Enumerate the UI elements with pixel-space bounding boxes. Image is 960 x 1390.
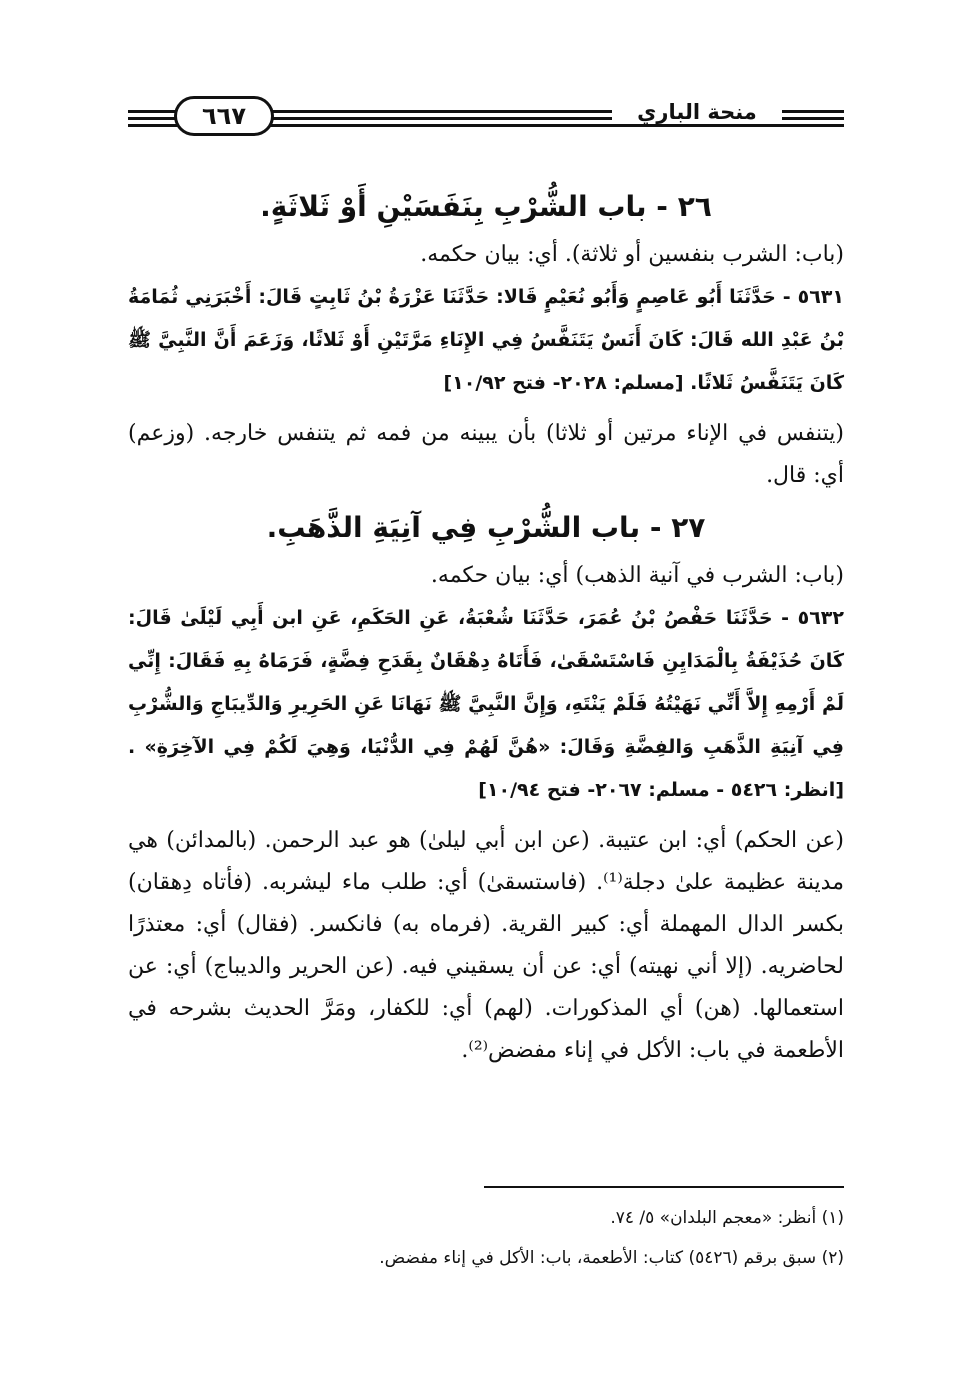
footnote-separator bbox=[484, 1186, 844, 1188]
commentary-paragraph: (عن الحكم) أي: ابن عتيبة. (عن ابن أبي ليلىٰ) هو عبد الرحمن. (بالمدائن) هي مدينة عظيمة علىٰ دجلة⁽¹⁾. (فاستسقىٰ) أي: طلب ماء ليشربه. (فأتاه دِهقان) بكسر الدال المهملة أي: كبير القرية. (فرماه به) فانكسر. (فقال) أي: معتذرًا لحاضريه. (إلا أني نهيته) أي: عن أن يسقيني فيه. (عن الحرير والديباج) أي: عن استعمالها. (هن) أي المذكورات. (لهم) أي: للكفار، ومَرَّ الحديث بشرحه في الأطعمة في باب: الأكل في إناء مفضض⁽²⁾. bbox=[128, 828, 844, 1063]
chapter-heading: ٢٦ - باب الشُّرْبِ بِنَفَسَيْنِ أَوْ ثَلاثَةٍ. bbox=[260, 190, 712, 223]
chapter-intro: (باب: الشرب بنفسين أو ثلاثة). أي: بيان حكمه. bbox=[420, 242, 844, 267]
footnote: (١) أنظر: «معجم البلدان» ٥/ ٧٤. bbox=[610, 1208, 844, 1228]
footnotes bbox=[128, 1198, 844, 1278]
commentary-paragraph: (يتنفس في الإناء مرتين أو ثلاثا) بأن يبينه من فمه ثم يتنفس خارجه. (وزعم) أي: قال. bbox=[128, 421, 844, 488]
chapter-heading: ٢٧ - باب الشُّرْبِ فِي آنِيَةِ الذَّهَبِ. bbox=[266, 511, 706, 544]
running-header bbox=[128, 94, 844, 140]
hadith-text: ٥٦٣٢ - حَدَّثَنَا حَفْصُ بْنُ عُمَرَ، حَدَّثَنَا شُعْبَةُ، عَنِ الحَكَمِ، عَنِ ابن أَبِي لَيْلَىٰ قَالَ: كَانَ حُذَيْفَةُ بِالْمَدَايِنِ فَاسْتَسْقَىٰ، فَأَتَاهُ دِهْقَانٌ بِقَدَحِ فِضَّةٍ، فَرَمَاهُ بِهِ فَقَالَ: إِنِّي لَمْ أَرْمِهِ إِلاَّ أَنِّي نَهَيْتُهُ فَلَمْ يَنْتَهِ، وَإِنَّ النَّبِيَّ ﷺ نَهَانَا عَنِ الحَرِيرِ وَالدِّيبَاجِ وَالشُّرْبِ فِي آنِيَةِ الذَّهَبِ وَالفِضَّةِ وَقَالَ: «هُنَّ لَهُمْ فِي الدُّنْيَا، وَهِيَ لَكُمْ فِي الآخِرَةِ» .[انظر: ٥٤٢٦ - مسلم: ٢٠٦٧- فتح ١٠/٩٤] bbox=[128, 607, 844, 801]
page-number: ٦٦٧ bbox=[174, 96, 274, 136]
main-text bbox=[128, 178, 844, 1072]
chapter-intro: (باب: الشرب في آنية الذهب) أي: بيان حكمه. bbox=[430, 563, 844, 588]
running-title: منحة الباري bbox=[612, 100, 782, 124]
hadith-text: ٥٦٣١ - حَدَّثَنَا أَبُو عَاصِمٍ وَأَبُو نُعَيْمٍ قَالا: حَدَّثَنَا عَزْرَةُ بْنُ ثَابِتٍ قَالَ: أَخْبَرَنِي ثُمَامَةُ بْنُ عَبْدِ الله قَالَ: كَانَ أَنَسٌ يَتَنَفَّسُ فِي الإِنَاءِ مَرَّتَيْنِ أَوْ ثَلاثًا، وَزَعَمَ أَنَّ النَّبِيَّ ﷺ كَانَ يَتَنَفَّسُ ثَلاثًا. [مسلم: ٢٠٢٨- فتح ١٠/٩٢] bbox=[128, 286, 844, 394]
footnote: (٢) سبق برقم (٥٤٢٦) كتاب: الأطعمة، باب: الأكل في إناء مفضض. bbox=[379, 1248, 844, 1268]
